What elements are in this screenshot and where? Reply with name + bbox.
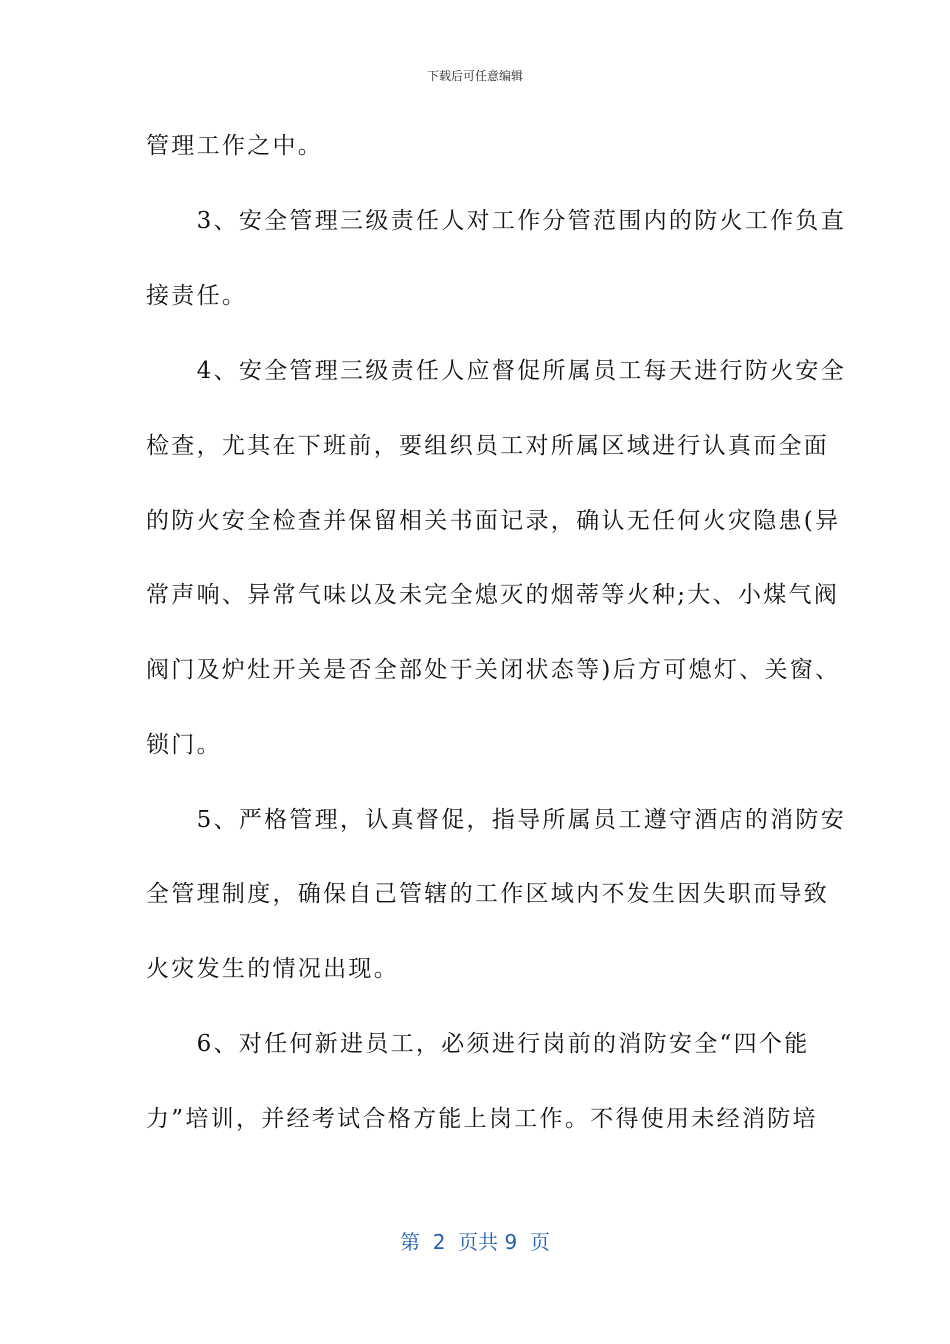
body-line: 6、对任何新进员工，必须进行岗前的消防安全“四个能 (146, 1031, 810, 1057)
body-line: 检查，尤其在下班前，要组织员工对所属区域进行认真而全面 (146, 433, 830, 459)
body-line: 3、安全管理三级责任人对工作分管范围内的防火工作负直 (146, 208, 847, 234)
body-line: 管理工作之中。 (146, 133, 324, 159)
header-note: 下载后可任意编辑 (426, 69, 523, 83)
body-line: 力”培训，并经考试合格方能上岗工作。不得使用未经消防培 (146, 1106, 818, 1132)
body-line: 锁门。 (146, 732, 222, 758)
body-line: 接责任。 (146, 283, 248, 309)
body-line: 全管理制度，确保自己管辖的工作区域内不发生因失职而导致 (146, 881, 830, 907)
page-number-footer: 第 2 页共 9 页 (400, 1230, 550, 1254)
body-line: 常声响、异常气味以及未完全熄灭的烟蒂等火种;大、小煤气阀 (146, 582, 840, 608)
body-line: 5、严格管理，认真督促，指导所属员工遵守酒店的消防安 (146, 807, 847, 833)
body-line: 阀门及炉灶开关是否全部处于关闭状态等)后方可熄灯、关窗、 (146, 657, 841, 683)
body-line: 的防火安全检查并保留相关书面记录，确认无任何火灾隐患(异 (146, 508, 841, 534)
body-line: 4、安全管理三级责任人应督促所属员工每天进行防火安全 (146, 358, 847, 384)
body-line: 火灾发生的情况出现。 (146, 956, 399, 982)
